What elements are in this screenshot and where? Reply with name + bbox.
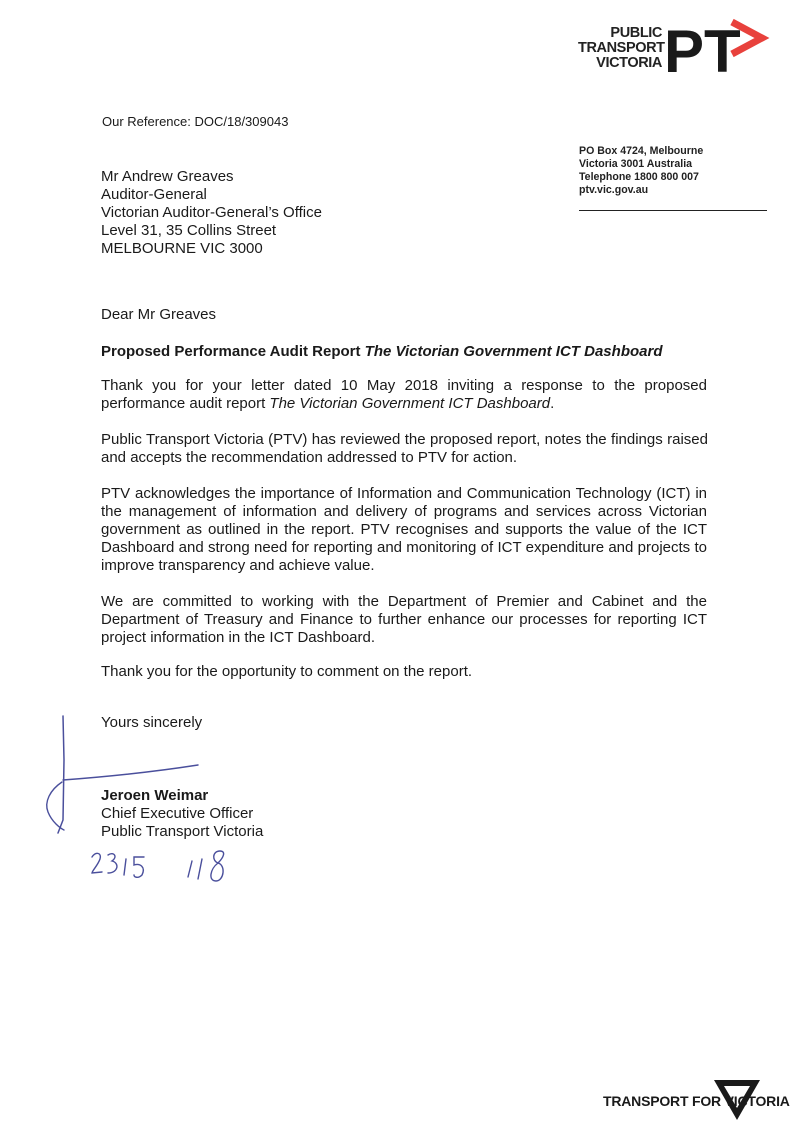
ptv-logo-text bbox=[578, 25, 665, 71]
sender-state: Victoria 3001 Australia bbox=[579, 158, 693, 170]
recipient-office: Victorian Auditor-General’s Office bbox=[101, 204, 322, 221]
body-paragraph-1 bbox=[101, 377, 707, 413]
recipient-address bbox=[101, 168, 322, 258]
logo-pt-letters: PT bbox=[664, 18, 741, 78]
body-paragraph-2 bbox=[101, 431, 708, 467]
sender-telephone: Telephone 1800 800 007 bbox=[579, 171, 699, 183]
p1-end: . bbox=[550, 395, 555, 412]
signatory-name: Jeroen Weimar bbox=[101, 787, 209, 804]
salutation: Dear Mr Greaves bbox=[101, 306, 217, 323]
handwritten-date bbox=[88, 845, 248, 895]
p1-text: Thank you for your letter dated 10 May 2018 inviting a response to the proposed performance audit report bbox=[101, 377, 707, 412]
footer-transport-for-victoria: TRANSPORT FOR VICTORIA bbox=[603, 1093, 790, 1109]
body-paragraph-4 bbox=[101, 593, 707, 647]
recipient-title: Auditor-General bbox=[101, 186, 207, 203]
signatory-block bbox=[101, 787, 263, 841]
subject-title: The Victorian Government ICT Dashboard bbox=[364, 343, 663, 360]
p3-text: PTV acknowledges the importance of Information and Communication Technology (ICT) in the management of information and delivery of programs and services across Victorian government as outlined in the report. PTV recognises and supports the value of the ICT Dashboard and strong need for reporting and monitoring of ICT expenditure and projects to improve transparency and achieve value. bbox=[101, 485, 707, 574]
signatory-org: Public Transport Victoria bbox=[101, 823, 264, 840]
logo-line-victoria: VICTORIA bbox=[596, 55, 662, 71]
p1-report-title: The Victorian Government ICT Dashboard bbox=[269, 395, 551, 412]
logo-line-public: PUBLIC bbox=[610, 25, 662, 41]
subject-prefix: Proposed Performance Audit Report bbox=[101, 343, 365, 360]
ptv-logo-mark bbox=[664, 16, 774, 83]
p4-text: We are committed to working with the Department of Premier and Cabinet and the Department of Treasury and Finance to further enhance our processes for reporting ICT project information in the ICT Dashboard. bbox=[101, 593, 707, 646]
sender-website: ptv.vic.gov.au bbox=[579, 184, 649, 196]
subject-line bbox=[101, 343, 662, 361]
our-reference: Our Reference: DOC/18/309043 bbox=[102, 114, 289, 129]
signatory-title: Chief Executive Officer bbox=[101, 805, 254, 822]
sender-details bbox=[579, 145, 769, 197]
closing: Yours sincerely bbox=[101, 714, 203, 731]
logo-line-transport: TRANSPORT bbox=[578, 40, 665, 56]
sender-po-box: PO Box 4724, Melbourne bbox=[579, 145, 704, 157]
body-paragraph-5: Thank you for the opportunity to comment on the report. bbox=[101, 663, 473, 680]
recipient-street: Level 31, 35 Collins Street bbox=[101, 222, 277, 239]
sender-divider bbox=[579, 210, 767, 211]
body-paragraph-3 bbox=[101, 485, 707, 575]
recipient-city: MELBOURNE VIC 3000 bbox=[101, 240, 263, 257]
p2-text: Public Transport Victoria (PTV) has reviewed the proposed report, notes the findings raised and accepts the recommendation addressed to PTV for action. bbox=[101, 431, 708, 466]
recipient-name: Mr Andrew Greaves bbox=[101, 168, 234, 185]
